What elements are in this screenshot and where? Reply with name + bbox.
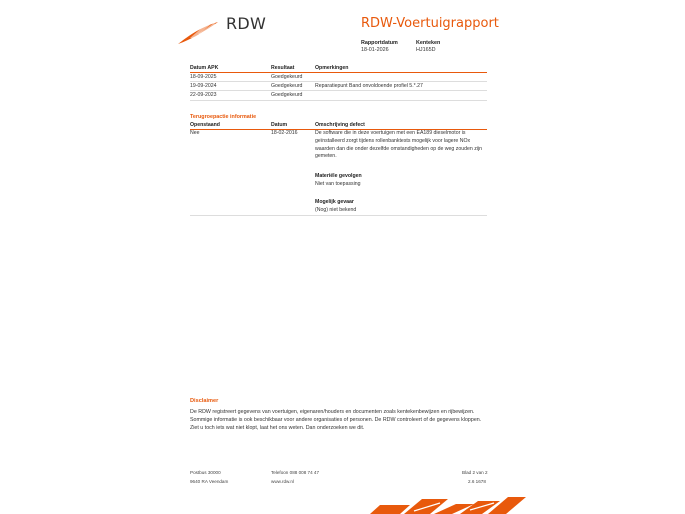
- report-date-value: 18-01-2026: [361, 47, 389, 53]
- disclaimer-title: Disclaimer: [190, 398, 219, 404]
- footer-page: Blad 2 van 2: [462, 470, 488, 475]
- recall-table: [190, 121, 487, 130]
- table-row: [190, 91, 487, 100]
- recall-date-value: 18-02-2016: [271, 130, 298, 136]
- footer-postbus: Postbus 30000: [190, 470, 221, 475]
- footer-stripes-icon: [370, 495, 530, 514]
- report-title: RDW-Voertuigrapport: [361, 16, 499, 31]
- footer-phone: Telefoon 088 008 74 47: [271, 470, 320, 475]
- col-apk-date: Datum APK: [190, 65, 219, 71]
- danger-value: (Nog) niet bekend: [315, 207, 357, 213]
- recall-open-value: Nee: [190, 130, 200, 136]
- apk-remark: Reparatiepunt Band onvoldoende profiel 5.*.27: [315, 83, 423, 90]
- col-remarks: Opmerkingen: [315, 65, 349, 71]
- col-description: Omschrijving defect: [315, 122, 365, 128]
- table-row: [190, 82, 487, 91]
- consequence-value: Niet van toepassing: [315, 181, 361, 187]
- footer-city: 9640 RA Veendam: [190, 479, 229, 484]
- plate-label: Kenteken: [416, 40, 441, 46]
- apk-result: Goedgekeurd: [271, 92, 303, 99]
- plate-value: HJ165D: [416, 47, 436, 53]
- table-row: [190, 73, 487, 82]
- col-open: Openstaand: [190, 122, 220, 128]
- recall-section-title: Terugroepactie informatie: [190, 114, 257, 120]
- footer-web: www.rdw.nl: [271, 479, 294, 484]
- recall-row-divider: [190, 215, 487, 216]
- footer-code: 2.6 1678: [468, 479, 486, 484]
- rdw-logo-icon: [176, 20, 220, 46]
- recall-table-header: [190, 121, 487, 130]
- apk-result: Goedgekeurd: [271, 74, 303, 80]
- danger-label: Mogelijk gevaar: [315, 199, 354, 205]
- apk-result: Goedgekeurd: [271, 83, 303, 90]
- report-date-label: Rapportdatum: [361, 40, 398, 46]
- recall-description: De software die in deze voertuigen met een EA189 dieselmotor is geïnstalleerd zorgt tijdens rollenbanktests mogelijk voor lagere NOx waarden dan die onder dezelfde omstandigheden op de weg zouden zijn gemeten.: [315, 130, 482, 160]
- apk-table: [190, 64, 487, 101]
- apk-table-header: [190, 64, 487, 73]
- logo-text: RDW: [226, 14, 267, 33]
- apk-date: 18-09-2025: [190, 74, 217, 80]
- disclaimer-text: De RDW registreert gegevens van voertuigen, eigenaren/houders en documenten zoals kentekenbewijzen en rijbewijzen. Sommige informatie is ook beschikbaar voor andere organisaties of personen. De RDW controleert of de gegevens kloppen. Ziet u toch iets wat niet klopt, laat het ons weten. Dan onderzoeken we dit.: [190, 409, 482, 432]
- col-result: Resultaat: [271, 65, 295, 71]
- apk-date: 22-09-2023: [190, 92, 217, 99]
- consequence-label: Materiële gevolgen: [315, 173, 362, 179]
- apk-date: 19-09-2024: [190, 83, 217, 90]
- col-date: Datum: [271, 122, 288, 128]
